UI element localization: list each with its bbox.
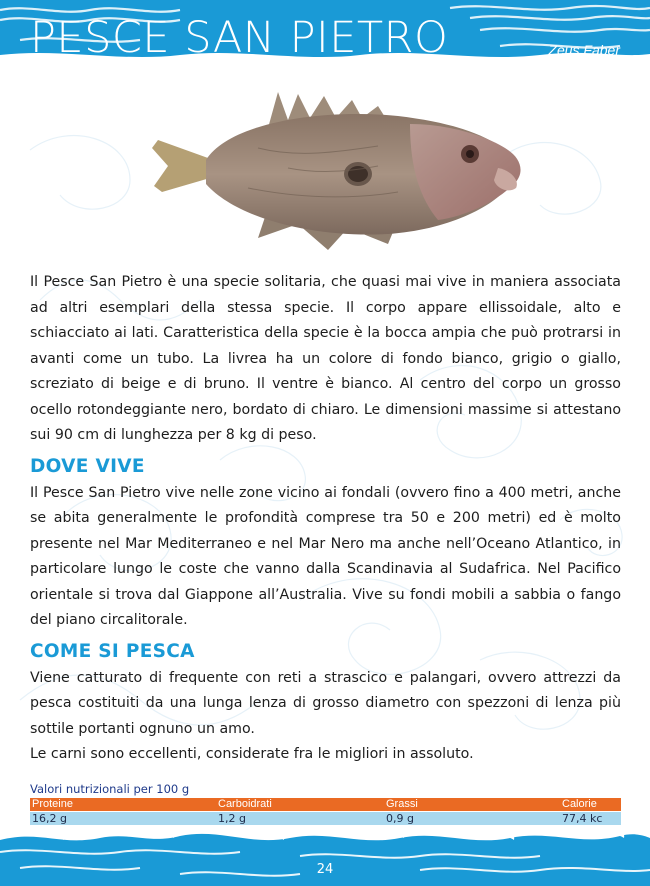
header-carboidrati: Carboidrati	[218, 798, 272, 810]
dove-vive-paragraph: Il Pesce San Pietro vive nelle zone vicino ai fondali (ovvero fino a 400 metri, anche se abita generalmente le profondità comprese tra 50 e 200 metri) ed è molto presente nel Mar Mediterraneo e nel Mar Nero ma anche nell’Oceano Atlantico, in particolare lungo le coste che vanno dalla Scandinavia al Sudafrica. Nel Pacifico orientale si trova dal Giappone all’Australia. Vive su fondi mobili a sabbia o fango del piano circalitorale.	[30, 484, 621, 628]
intro-paragraph: Il Pesce San Pietro è una specie solitaria, che quasi mai vive in maniera associata ad altri esemplari della stessa specie. Il corpo appare ellissoidale, alto e schiacciato ai lati. Caratteristica della specie è la bocca ampia che può protrarsi in avanti come un tubo. La livrea ha un colore di fondo bianco, grigio o giallo, screziato di beige e di bruno. Il ventre è bianco. Al centro del corpo un grosso ocello rotondeggiante nero, bordato di chiaro. Le dimensioni massime si attestano sui 90 cm di lunghezza per 8 kg di peso.	[30, 274, 621, 443]
footer-wave-graphic	[0, 826, 650, 886]
page-number: 24	[316, 862, 334, 877]
nutrition-title: Valori nutrizionali per 100 g	[30, 782, 190, 796]
header-banner	[0, 0, 650, 66]
scientific-name: Zeus Faber	[548, 42, 620, 58]
heading-dove-vive: DOVE VIVE	[30, 455, 145, 477]
content	[30, 270, 621, 768]
come-si-pesca-paragraph: Viene catturato di frequente con reti a strascico e palangari, ovvero attrezzi da pesca costituiti da una lunga lenza di grosso diametro con spezzoni di lenza più sottile portanti ognuno un amo.	[30, 669, 621, 737]
value-proteine: 16,2 g	[32, 812, 67, 825]
value-calorie: 77,4 kc	[562, 812, 603, 825]
heading-come-si-pesca: COME SI PESCA	[30, 640, 195, 662]
value-grassi: 0,9 g	[386, 812, 414, 825]
nutrition-header-row	[30, 798, 621, 811]
footer-waves	[0, 826, 650, 886]
header-grassi: Grassi	[386, 798, 418, 810]
nutrition-values-row	[30, 812, 621, 825]
header-proteine: Proteine	[32, 798, 73, 810]
page-title: PESCE SAN PIETRO	[30, 13, 449, 63]
nutrition-table	[30, 780, 621, 825]
come-si-pesca-paragraph-2: Le carni sono eccellenti, considerate fra le migliori in assoluto.	[30, 746, 474, 762]
fish-photo	[148, 88, 526, 256]
header-calorie: Calorie	[562, 798, 597, 810]
value-carboidrati: 1,2 g	[218, 812, 246, 825]
